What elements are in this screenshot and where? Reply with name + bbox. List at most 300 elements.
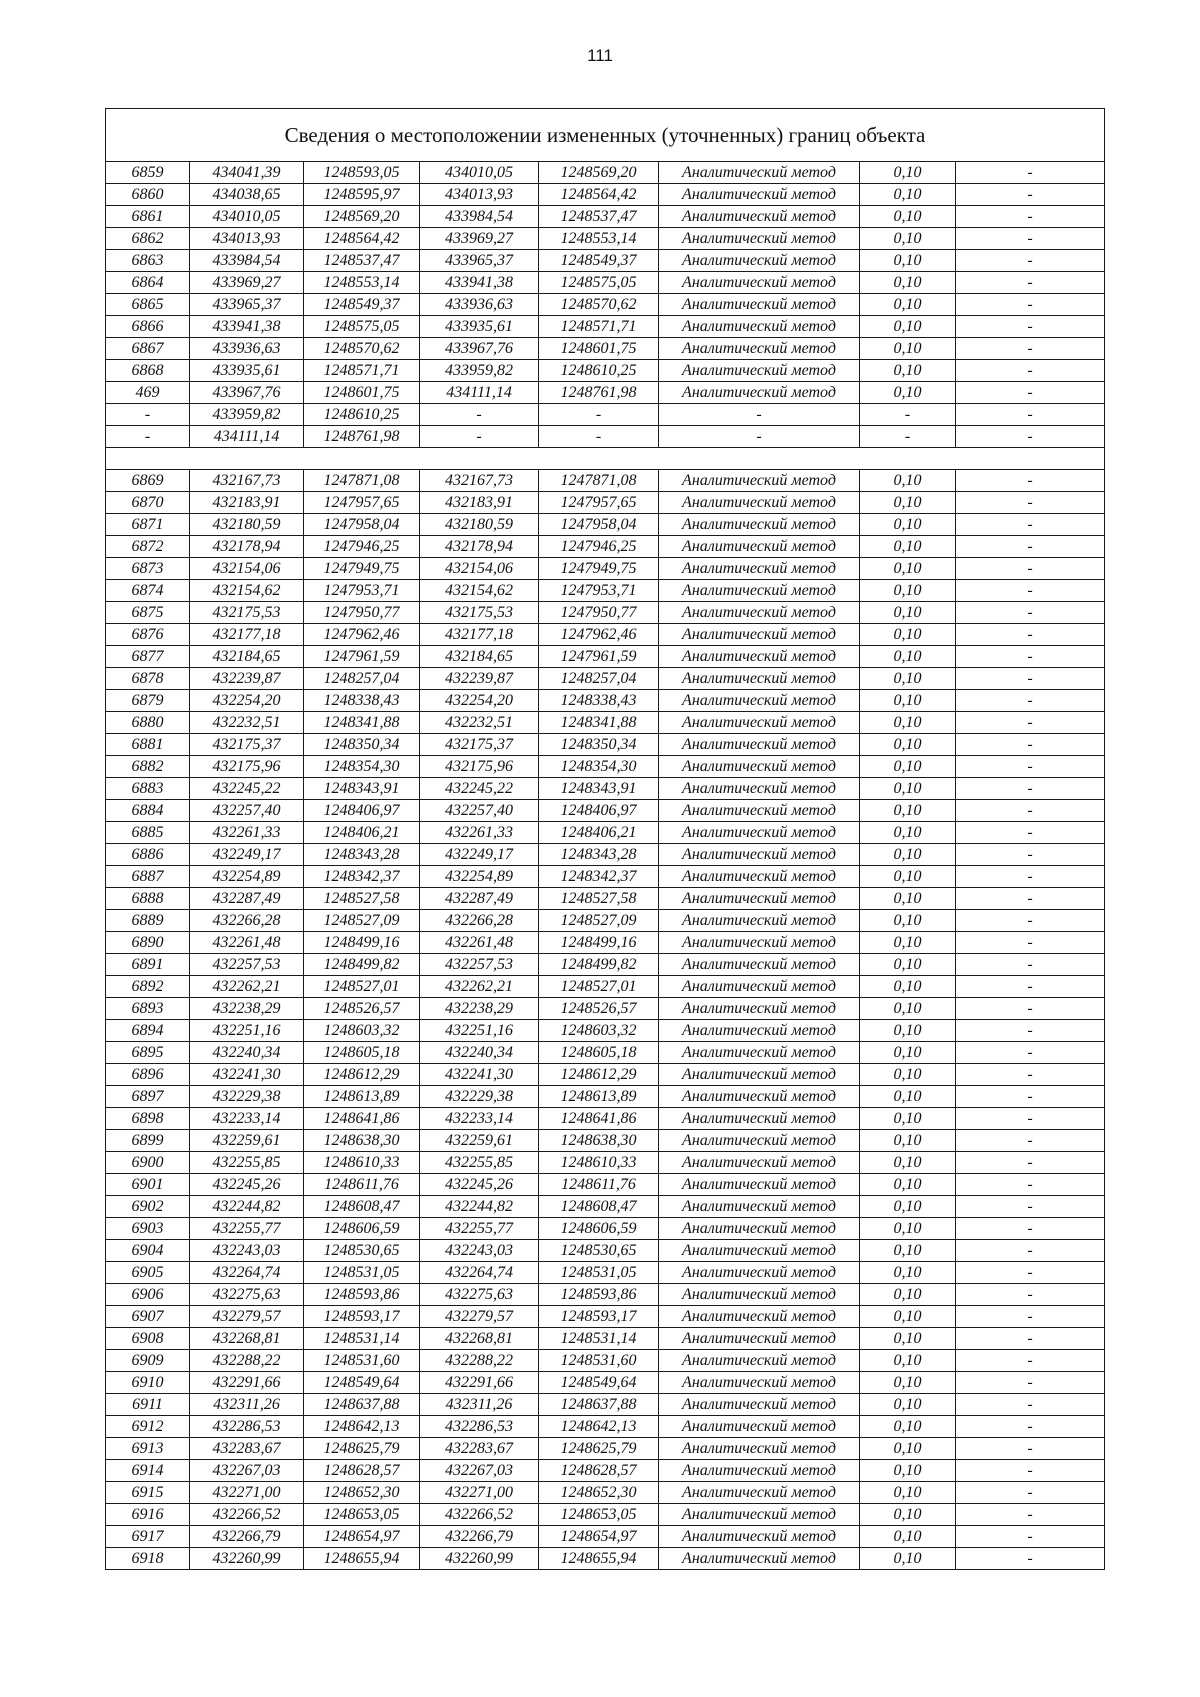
method-cell: Аналитический метод <box>659 602 860 624</box>
new-y-cell: 1248553,14 <box>539 228 659 250</box>
accuracy-cell: 0,10 <box>860 1438 956 1460</box>
new-y-cell: 1248341,88 <box>539 712 659 734</box>
accuracy-cell: - <box>860 426 956 448</box>
old-y-cell: 1248527,09 <box>304 910 420 932</box>
point-number-cell: 6917 <box>106 1526 190 1548</box>
point-number-cell: 6899 <box>106 1130 190 1152</box>
table-row <box>106 1152 1105 1174</box>
table-row <box>106 1086 1105 1108</box>
table-row <box>106 1416 1105 1438</box>
table-row <box>106 250 1105 272</box>
new-y-cell: 1248654,97 <box>539 1526 659 1548</box>
description-cell: - <box>956 360 1105 382</box>
old-x-cell: 432311,26 <box>190 1394 304 1416</box>
method-cell: Аналитический метод <box>659 1284 860 1306</box>
new-x-cell: 432180,59 <box>420 514 539 536</box>
new-x-cell: 432175,96 <box>420 756 539 778</box>
old-x-cell: 432255,85 <box>190 1152 304 1174</box>
new-y-cell: 1248625,79 <box>539 1438 659 1460</box>
description-cell: - <box>956 954 1105 976</box>
method-cell: Аналитический метод <box>659 1086 860 1108</box>
description-cell: - <box>956 1174 1105 1196</box>
description-cell: - <box>956 162 1105 184</box>
table-row <box>106 822 1105 844</box>
method-cell: - <box>659 426 860 448</box>
method-cell: Аналитический метод <box>659 1482 860 1504</box>
description-cell: - <box>956 646 1105 668</box>
method-cell: Аналитический метод <box>659 932 860 954</box>
old-y-cell: 1248527,01 <box>304 976 420 998</box>
new-y-cell: 1248257,04 <box>539 668 659 690</box>
table-row <box>106 162 1105 184</box>
table-row <box>106 1262 1105 1284</box>
point-number-cell: - <box>106 404 190 426</box>
new-x-cell: 432245,26 <box>420 1174 539 1196</box>
accuracy-cell: 0,10 <box>860 228 956 250</box>
old-x-cell: 432254,20 <box>190 690 304 712</box>
old-y-cell: 1248406,97 <box>304 800 420 822</box>
method-cell: Аналитический метод <box>659 316 860 338</box>
description-cell: - <box>956 184 1105 206</box>
old-y-cell: 1247958,04 <box>304 514 420 536</box>
point-number-cell: 6864 <box>106 272 190 294</box>
old-x-cell: 432262,21 <box>190 976 304 998</box>
new-x-cell: 432254,89 <box>420 866 539 888</box>
table-row <box>106 1460 1105 1482</box>
old-x-cell: 432233,14 <box>190 1108 304 1130</box>
new-y-cell: 1248638,30 <box>539 1130 659 1152</box>
description-cell: - <box>956 1306 1105 1328</box>
description-cell: - <box>956 514 1105 536</box>
table-row <box>106 1174 1105 1196</box>
new-x-cell: 432257,53 <box>420 954 539 976</box>
description-cell: - <box>956 272 1105 294</box>
old-x-cell: 432232,51 <box>190 712 304 734</box>
accuracy-cell: 0,10 <box>860 690 956 712</box>
new-y-cell: 1248593,17 <box>539 1306 659 1328</box>
description-cell: - <box>956 338 1105 360</box>
point-number-cell: 6880 <box>106 712 190 734</box>
description-cell: - <box>956 1042 1105 1064</box>
description-cell: - <box>956 1526 1105 1548</box>
accuracy-cell: 0,10 <box>860 1262 956 1284</box>
new-x-cell: 432257,40 <box>420 800 539 822</box>
new-y-cell: 1248530,65 <box>539 1240 659 1262</box>
method-cell: Аналитический метод <box>659 1174 860 1196</box>
old-y-cell: 1247961,59 <box>304 646 420 668</box>
method-cell: Аналитический метод <box>659 800 860 822</box>
accuracy-cell: 0,10 <box>860 1174 956 1196</box>
method-cell: Аналитический метод <box>659 228 860 250</box>
old-x-cell: 434010,05 <box>190 206 304 228</box>
table-row <box>106 558 1105 580</box>
table-row <box>106 580 1105 602</box>
accuracy-cell: 0,10 <box>860 954 956 976</box>
table-row <box>106 778 1105 800</box>
old-x-cell: 432255,77 <box>190 1218 304 1240</box>
old-y-cell: 1248610,33 <box>304 1152 420 1174</box>
old-x-cell: 432238,29 <box>190 998 304 1020</box>
old-x-cell: 432177,18 <box>190 624 304 646</box>
old-x-cell: 432245,26 <box>190 1174 304 1196</box>
old-y-cell: 1248642,13 <box>304 1416 420 1438</box>
new-x-cell: 432154,06 <box>420 558 539 580</box>
accuracy-cell: 0,10 <box>860 1482 956 1504</box>
new-x-cell: 432244,82 <box>420 1196 539 1218</box>
accuracy-cell: 0,10 <box>860 1240 956 1262</box>
description-cell: - <box>956 1086 1105 1108</box>
table-row <box>106 272 1105 294</box>
old-y-cell: 1248564,42 <box>304 228 420 250</box>
method-cell: Аналитический метод <box>659 294 860 316</box>
old-x-cell: 432175,37 <box>190 734 304 756</box>
old-y-cell: 1248499,16 <box>304 932 420 954</box>
method-cell: Аналитический метод <box>659 162 860 184</box>
old-y-cell: 1248593,86 <box>304 1284 420 1306</box>
point-number-cell: 6912 <box>106 1416 190 1438</box>
method-cell: Аналитический метод <box>659 1504 860 1526</box>
old-y-cell: 1248343,91 <box>304 778 420 800</box>
point-number-cell: 6901 <box>106 1174 190 1196</box>
new-x-cell: 433941,38 <box>420 272 539 294</box>
new-x-cell: 432245,22 <box>420 778 539 800</box>
accuracy-cell: 0,10 <box>860 1394 956 1416</box>
new-y-cell: 1248761,98 <box>539 382 659 404</box>
old-x-cell: 433965,37 <box>190 294 304 316</box>
accuracy-cell: 0,10 <box>860 888 956 910</box>
new-y-cell: 1248610,33 <box>539 1152 659 1174</box>
method-cell: Аналитический метод <box>659 1020 860 1042</box>
accuracy-cell: 0,10 <box>860 1086 956 1108</box>
new-x-cell: 433935,61 <box>420 316 539 338</box>
old-y-cell: 1248653,05 <box>304 1504 420 1526</box>
point-number-cell: 6862 <box>106 228 190 250</box>
table-title: Сведения о местоположении измененных (уточненных) границ объекта <box>106 109 1105 162</box>
old-y-cell: 1248613,89 <box>304 1086 420 1108</box>
accuracy-cell: 0,10 <box>860 1416 956 1438</box>
new-y-cell: 1248613,89 <box>539 1086 659 1108</box>
old-y-cell: 1248611,76 <box>304 1174 420 1196</box>
method-cell: Аналитический метод <box>659 866 860 888</box>
accuracy-cell: 0,10 <box>860 800 956 822</box>
table-row <box>106 844 1105 866</box>
description-cell: - <box>956 492 1105 514</box>
point-number-cell: 6885 <box>106 822 190 844</box>
method-cell: Аналитический метод <box>659 1460 860 1482</box>
point-number-cell: 6876 <box>106 624 190 646</box>
table-row <box>106 184 1105 206</box>
accuracy-cell: 0,10 <box>860 756 956 778</box>
point-number-cell: 6915 <box>106 1482 190 1504</box>
new-y-cell: 1248641,86 <box>539 1108 659 1130</box>
accuracy-cell: 0,10 <box>860 580 956 602</box>
description-cell: - <box>956 1504 1105 1526</box>
description-cell: - <box>956 316 1105 338</box>
old-y-cell: 1248603,32 <box>304 1020 420 1042</box>
table-row <box>106 1284 1105 1306</box>
new-x-cell: 433984,54 <box>420 206 539 228</box>
new-y-cell: 1248652,30 <box>539 1482 659 1504</box>
description-cell: - <box>956 1350 1105 1372</box>
new-x-cell: 432238,29 <box>420 998 539 1020</box>
new-y-cell: 1248406,21 <box>539 822 659 844</box>
old-y-cell: 1248612,29 <box>304 1064 420 1086</box>
old-x-cell: 432180,59 <box>190 514 304 536</box>
old-y-cell: 1248342,37 <box>304 866 420 888</box>
new-x-cell: 432229,38 <box>420 1086 539 1108</box>
new-y-cell: 1248406,97 <box>539 800 659 822</box>
old-y-cell: 1248595,97 <box>304 184 420 206</box>
accuracy-cell: 0,10 <box>860 1108 956 1130</box>
method-cell: Аналитический метод <box>659 1438 860 1460</box>
table-row <box>106 470 1105 492</box>
table-row <box>106 1548 1105 1570</box>
method-cell: Аналитический метод <box>659 1394 860 1416</box>
accuracy-cell: 0,10 <box>860 712 956 734</box>
new-y-cell: 1248549,37 <box>539 250 659 272</box>
table-row <box>106 1394 1105 1416</box>
old-x-cell: 432257,53 <box>190 954 304 976</box>
old-x-cell: 434038,65 <box>190 184 304 206</box>
new-x-cell: - <box>420 404 539 426</box>
section-separator-row <box>106 448 1105 470</box>
new-y-cell: 1248499,82 <box>539 954 659 976</box>
old-y-cell: 1248527,58 <box>304 888 420 910</box>
new-x-cell: 432271,00 <box>420 1482 539 1504</box>
point-number-cell: 6893 <box>106 998 190 1020</box>
table-row <box>106 910 1105 932</box>
method-cell: Аналитический метод <box>659 976 860 998</box>
old-y-cell: 1248343,28 <box>304 844 420 866</box>
accuracy-cell: 0,10 <box>860 360 956 382</box>
old-x-cell: 433936,63 <box>190 338 304 360</box>
method-cell: Аналитический метод <box>659 1108 860 1130</box>
old-x-cell: 433984,54 <box>190 250 304 272</box>
description-cell: - <box>956 470 1105 492</box>
new-x-cell: 432266,52 <box>420 1504 539 1526</box>
old-x-cell: 432243,03 <box>190 1240 304 1262</box>
old-x-cell: 434013,93 <box>190 228 304 250</box>
old-y-cell: 1248537,47 <box>304 250 420 272</box>
new-y-cell: - <box>539 426 659 448</box>
new-y-cell: 1248611,76 <box>539 1174 659 1196</box>
method-cell: Аналитический метод <box>659 844 860 866</box>
description-cell: - <box>956 1108 1105 1130</box>
old-x-cell: 434041,39 <box>190 162 304 184</box>
method-cell: Аналитический метод <box>659 1416 860 1438</box>
accuracy-cell: 0,10 <box>860 1306 956 1328</box>
old-x-cell: 432260,99 <box>190 1548 304 1570</box>
point-number-cell: 6866 <box>106 316 190 338</box>
new-x-cell: 432254,20 <box>420 690 539 712</box>
new-y-cell: 1248655,94 <box>539 1548 659 1570</box>
old-y-cell: 1248257,04 <box>304 668 420 690</box>
old-y-cell: 1247871,08 <box>304 470 420 492</box>
old-x-cell: 432283,67 <box>190 1438 304 1460</box>
method-cell: Аналитический метод <box>659 514 860 536</box>
point-number-cell: 6881 <box>106 734 190 756</box>
new-x-cell: 433969,27 <box>420 228 539 250</box>
new-y-cell: 1248608,47 <box>539 1196 659 1218</box>
old-y-cell: 1248531,05 <box>304 1262 420 1284</box>
new-x-cell: 432287,49 <box>420 888 539 910</box>
new-x-cell: 432311,26 <box>420 1394 539 1416</box>
old-y-cell: 1248530,65 <box>304 1240 420 1262</box>
new-x-cell: 432184,65 <box>420 646 539 668</box>
accuracy-cell: - <box>860 404 956 426</box>
old-y-cell: 1248575,05 <box>304 316 420 338</box>
method-cell: Аналитический метод <box>659 778 860 800</box>
point-number-cell: 6890 <box>106 932 190 954</box>
accuracy-cell: 0,10 <box>860 1196 956 1218</box>
method-cell: Аналитический метод <box>659 734 860 756</box>
accuracy-cell: 0,10 <box>860 1020 956 1042</box>
table-row <box>106 1108 1105 1130</box>
new-y-cell: 1248526,57 <box>539 998 659 1020</box>
method-cell: Аналитический метод <box>659 1196 860 1218</box>
point-number-cell: 6903 <box>106 1218 190 1240</box>
description-cell: - <box>956 976 1105 998</box>
point-number-cell: 6906 <box>106 1284 190 1306</box>
point-number-cell: 6900 <box>106 1152 190 1174</box>
table-row <box>106 1372 1105 1394</box>
accuracy-cell: 0,10 <box>860 206 956 228</box>
new-y-cell: 1248537,47 <box>539 206 659 228</box>
description-cell: - <box>956 844 1105 866</box>
accuracy-cell: 0,10 <box>860 382 956 404</box>
new-x-cell: 432255,77 <box>420 1218 539 1240</box>
new-x-cell: 432275,63 <box>420 1284 539 1306</box>
table-row <box>106 206 1105 228</box>
accuracy-cell: 0,10 <box>860 162 956 184</box>
point-number-cell: 6905 <box>106 1262 190 1284</box>
new-x-cell: 432232,51 <box>420 712 539 734</box>
old-y-cell: 1248553,14 <box>304 272 420 294</box>
method-cell: Аналитический метод <box>659 1262 860 1284</box>
point-number-cell: 6863 <box>106 250 190 272</box>
new-x-cell: 432259,61 <box>420 1130 539 1152</box>
old-x-cell: 432167,73 <box>190 470 304 492</box>
page-number: 111 <box>587 46 613 65</box>
old-y-cell: 1248593,05 <box>304 162 420 184</box>
new-x-cell: 432178,94 <box>420 536 539 558</box>
new-x-cell: 432266,79 <box>420 1526 539 1548</box>
point-number-cell: 6865 <box>106 294 190 316</box>
description-cell: - <box>956 206 1105 228</box>
table-row <box>106 1328 1105 1350</box>
accuracy-cell: 0,10 <box>860 1218 956 1240</box>
method-cell: Аналитический метод <box>659 1526 860 1548</box>
old-y-cell: 1248569,20 <box>304 206 420 228</box>
old-y-cell: 1248601,75 <box>304 382 420 404</box>
table-row <box>106 1240 1105 1262</box>
table-row <box>106 932 1105 954</box>
old-x-cell: 432175,96 <box>190 756 304 778</box>
new-y-cell: 1248593,86 <box>539 1284 659 1306</box>
table-row <box>106 976 1105 998</box>
table-row <box>106 228 1105 250</box>
description-cell: - <box>956 1240 1105 1262</box>
point-number-cell: 6868 <box>106 360 190 382</box>
table-row <box>106 426 1105 448</box>
accuracy-cell: 0,10 <box>860 866 956 888</box>
new-y-cell: 1248642,13 <box>539 1416 659 1438</box>
point-number-cell: 6913 <box>106 1438 190 1460</box>
old-x-cell: 433941,38 <box>190 316 304 338</box>
new-x-cell: 432266,28 <box>420 910 539 932</box>
accuracy-cell: 0,10 <box>860 624 956 646</box>
method-cell: Аналитический метод <box>659 910 860 932</box>
table-row <box>106 1130 1105 1152</box>
new-x-cell: 434111,14 <box>420 382 539 404</box>
point-number-cell: 6879 <box>106 690 190 712</box>
point-number-cell: 6896 <box>106 1064 190 1086</box>
new-x-cell: 432283,67 <box>420 1438 539 1460</box>
new-y-cell: 1247962,46 <box>539 624 659 646</box>
point-number-cell: 6883 <box>106 778 190 800</box>
method-cell: Аналитический метод <box>659 1350 860 1372</box>
new-x-cell: 433959,82 <box>420 360 539 382</box>
old-x-cell: 433969,27 <box>190 272 304 294</box>
description-cell: - <box>956 1152 1105 1174</box>
table-row <box>106 382 1105 404</box>
description-cell: - <box>956 1130 1105 1152</box>
accuracy-cell: 0,10 <box>860 668 956 690</box>
old-y-cell: 1248341,88 <box>304 712 420 734</box>
description-cell: - <box>956 822 1105 844</box>
method-cell: Аналитический метод <box>659 492 860 514</box>
point-number-cell: 6918 <box>106 1548 190 1570</box>
new-y-cell: 1248350,34 <box>539 734 659 756</box>
new-x-cell: 434013,93 <box>420 184 539 206</box>
table-row <box>106 954 1105 976</box>
description-cell: - <box>956 998 1105 1020</box>
description-cell: - <box>956 602 1105 624</box>
old-x-cell: 432254,89 <box>190 866 304 888</box>
table-row <box>106 668 1105 690</box>
new-y-cell: 1248653,05 <box>539 1504 659 1526</box>
accuracy-cell: 0,10 <box>860 470 956 492</box>
old-y-cell: 1248641,86 <box>304 1108 420 1130</box>
new-y-cell: 1248637,88 <box>539 1394 659 1416</box>
point-number-cell: 6869 <box>106 470 190 492</box>
description-cell: - <box>956 536 1105 558</box>
accuracy-cell: 0,10 <box>860 1328 956 1350</box>
accuracy-cell: 0,10 <box>860 778 956 800</box>
old-x-cell: 432244,82 <box>190 1196 304 1218</box>
old-x-cell: 432279,57 <box>190 1306 304 1328</box>
new-x-cell: 432154,62 <box>420 580 539 602</box>
method-cell: Аналитический метод <box>659 558 860 580</box>
point-number-cell: 6887 <box>106 866 190 888</box>
new-x-cell: 433965,37 <box>420 250 539 272</box>
new-x-cell: 432286,53 <box>420 1416 539 1438</box>
table-row <box>106 624 1105 646</box>
point-number-cell: - <box>106 426 190 448</box>
new-y-cell: 1248606,59 <box>539 1218 659 1240</box>
accuracy-cell: 0,10 <box>860 844 956 866</box>
table-row <box>106 1020 1105 1042</box>
accuracy-cell: 0,10 <box>860 1064 956 1086</box>
description-cell: - <box>956 756 1105 778</box>
accuracy-cell: 0,10 <box>860 294 956 316</box>
method-cell: Аналитический метод <box>659 250 860 272</box>
new-x-cell: 432175,53 <box>420 602 539 624</box>
new-x-cell: 432251,16 <box>420 1020 539 1042</box>
old-x-cell: 432154,62 <box>190 580 304 602</box>
old-x-cell: 432291,66 <box>190 1372 304 1394</box>
method-cell: Аналитический метод <box>659 668 860 690</box>
